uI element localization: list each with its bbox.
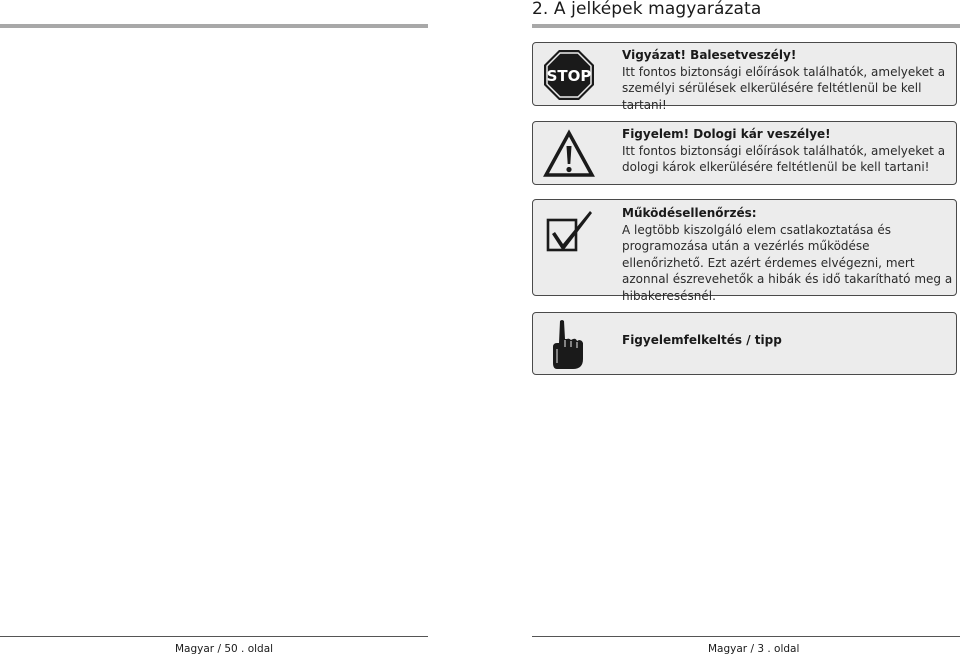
- symbol-box-function-check: [532, 199, 957, 303]
- stop-sign-text: STOP: [546, 67, 592, 85]
- checkbox-tick-icon: [543, 206, 595, 258]
- symbol-body-danger: Itt fontos biztonsági előírások találhatók, amelyeket a személyi sérülések elkerülésére feltétlenül be kell tartani!: [622, 64, 946, 112]
- symbol-text-tip: [622, 332, 954, 349]
- page-title: 2. A jelképek magyarázata: [532, 0, 762, 19]
- symbol-text-function-check: [622, 205, 954, 304]
- symbol-heading-danger: Vigyázat! Balesetveszély!: [622, 48, 797, 62]
- left-page-header-rule: [0, 24, 428, 28]
- right-page-number: Magyar / 3 . oldal: [708, 643, 800, 655]
- pointing-hand-icon: [543, 319, 595, 371]
- left-page-footer-rule: [0, 636, 428, 637]
- warning-triangle-icon: [543, 129, 595, 181]
- right-page-header-rule: [532, 24, 960, 28]
- symbol-text-danger: [622, 47, 954, 113]
- right-page-footer-rule: [532, 636, 960, 637]
- symbol-box-property-damage: [532, 121, 957, 185]
- symbol-heading-tip: Figyelemfelkeltés / tipp: [622, 333, 782, 347]
- symbol-heading-function-check: Működésellenőrzés:: [622, 206, 757, 220]
- symbol-heading-property-damage: Figyelem! Dologi kár veszélye!: [622, 127, 831, 141]
- symbol-body-property-damage: Itt fontos biztonsági előírások találhatók, amelyeket a dologi károk elkerülésére feltétlenül be kell tartani!: [622, 143, 946, 174]
- symbol-box-danger: [532, 42, 957, 112]
- symbol-text-property-damage: [622, 126, 954, 176]
- stop-sign-icon: [543, 49, 595, 101]
- left-page-number: Magyar / 50 . oldal: [175, 643, 274, 655]
- symbol-body-function-check: A legtöbb kiszolgáló elem csatlakoztatása és programozása után a vezérlés működése ellenőrizhető. Ezt azért érdemes elvégezni, mert azonnal észrevehetők a hibák és idő takarítható meg a hibakeresésnél.: [622, 222, 953, 303]
- symbol-box-tip: [532, 312, 957, 375]
